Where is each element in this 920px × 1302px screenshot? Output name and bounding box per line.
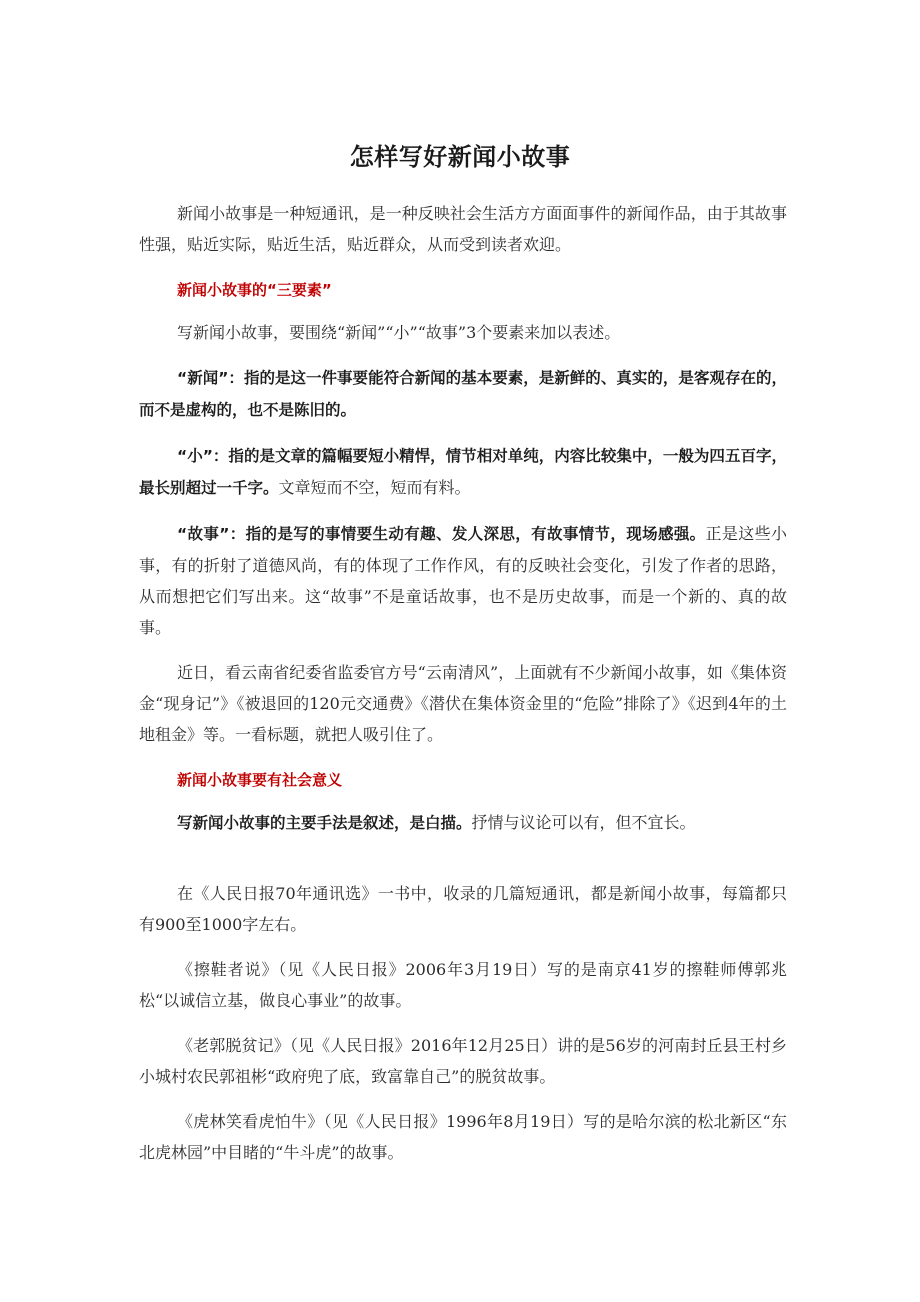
three-elements-lead: 写新闻小故事，要围绕“新闻”“小”“故事”3个要素来加以表述。 bbox=[177, 323, 621, 342]
example-paragraph: 近日，看云南省纪委省监委官方号“云南清风”，上面就有不少新闻小故事，如《集体资金“现身记”》《被退回的120元交通费》《潜伏在集体资金里的“危险”排除了》《迟到4年的土地租金》等。一看标题，就把人吸引住了。 bbox=[139, 663, 787, 744]
element-story-normal: 正是这些小事，有的折射了道德风尚，有的体现了工作作风，有的反映社会变化，引发了作者的思路，从而想把它们写出来。这“故事”不是童话故事，也不是历史故事，而是一个新的、真的故事。 bbox=[139, 524, 787, 637]
intro-paragraph: 新闻小故事是一种短通讯，是一种反映社会生活方方面面事件的新闻作品，由于其故事性强，贴近实际，贴近生活，贴近群众，从而受到读者欢迎。 bbox=[139, 204, 787, 254]
story-paragraph-2: 《老郭脱贫记》（见《人民日报》2016年12月25日）讲的是56岁的河南封丘县王村乡小城村农民郭祖彬“政府兜了底，致富靠自己”的脱贫故事。 bbox=[139, 1036, 787, 1086]
method-paragraph bbox=[139, 807, 787, 839]
section-heading-text: 新闻小故事要有社会意义 bbox=[177, 771, 343, 789]
article-body bbox=[139, 198, 787, 1168]
section-heading-social-meaning bbox=[139, 764, 787, 796]
section-heading-three-elements bbox=[139, 274, 787, 306]
section-heading-text: 新闻小故事的“三要素” bbox=[177, 281, 332, 299]
element-small-paragraph bbox=[139, 440, 787, 504]
method-bold: 写新闻小故事的主要手法是叙述，是白描。 bbox=[177, 814, 472, 832]
element-news-paragraph bbox=[139, 362, 787, 426]
book-paragraph: 在《人民日报70年通讯选》一书中，收录的几篇短通讯，都是新闻小故事，每篇都只有900至1000字左右。 bbox=[139, 884, 787, 934]
page-title: 怎样写好新闻小故事 bbox=[349, 143, 571, 171]
element-story-bold: “故事”：指的是写的事情要生动有趣、发人深思，有故事情节，现场感强。 bbox=[177, 525, 706, 543]
element-story-paragraph bbox=[139, 518, 787, 643]
element-small-bold: “小”：指的是文章的篇幅要短小精悍，情节相对单纯，内容比较集中，一般为四五百字，最长别超过一千字。 bbox=[139, 447, 787, 497]
story-paragraph-3: 《虎林笑看虎怕牛》（见《人民日报》1996年8月19日）写的是哈尔滨的松北新区“东北虎林园”中目睹的“牛斗虎”的故事。 bbox=[139, 1112, 787, 1162]
story-paragraph-1: 《擦鞋者说》（见《人民日报》2006年3月19日）写的是南京41岁的擦鞋师傅郭兆松“以诚信立基，做良心事业”的故事。 bbox=[139, 960, 787, 1010]
method-normal: 抒情与议论可以有，但不宜长。 bbox=[471, 813, 696, 832]
element-news-text: “新闻”：指的是这一件事要能符合新闻的基本要素，是新鲜的、真实的，是客观存在的，而不是虚构的，也不是陈旧的。 bbox=[139, 369, 787, 419]
element-small-normal: 文章短而不空，短而有料。 bbox=[278, 478, 471, 497]
